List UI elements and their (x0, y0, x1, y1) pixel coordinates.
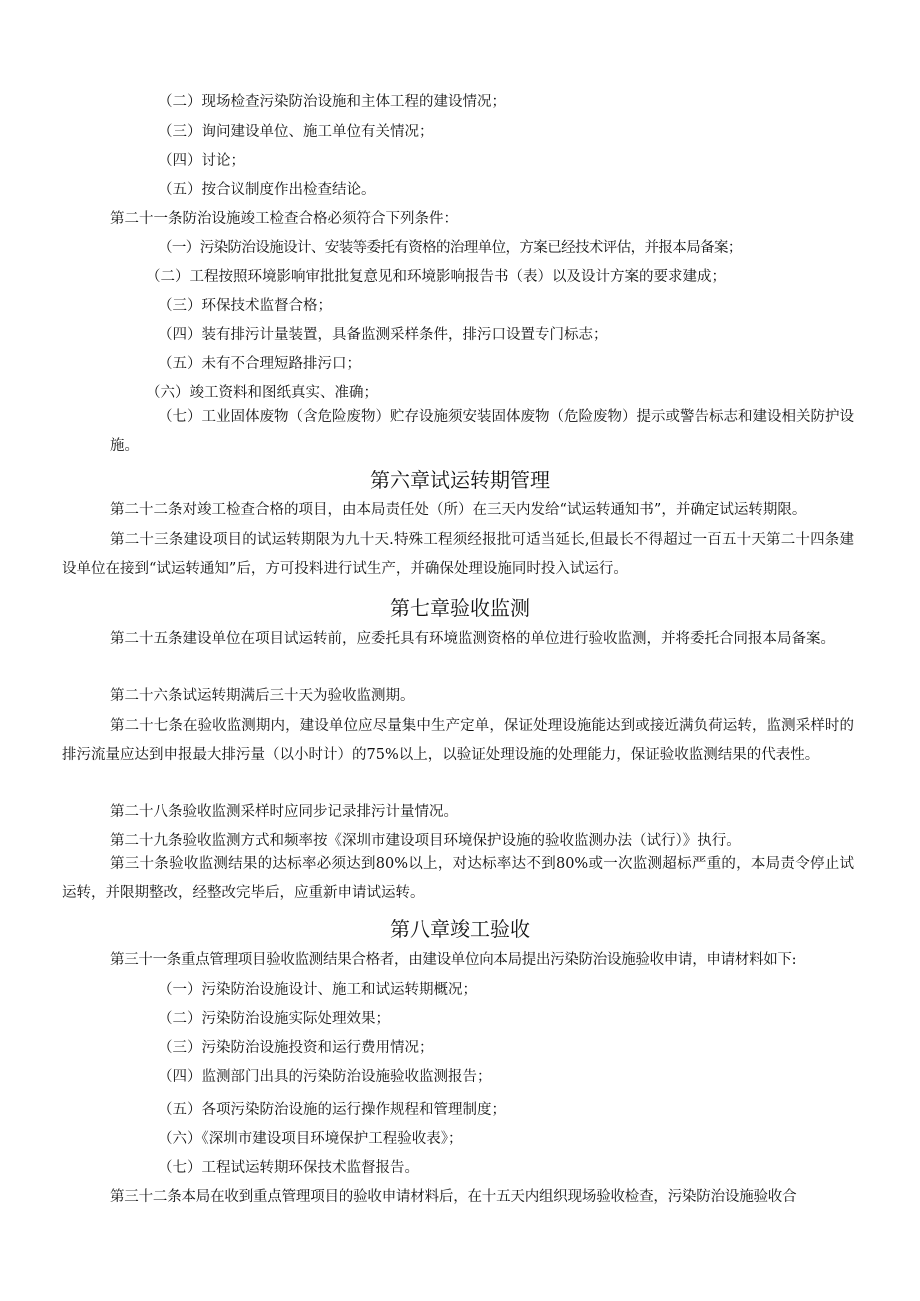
clause-item: （二）工程按照环境影响审批批复意见和环境影响报告书（表）以及设计方案的要求建成； (146, 269, 726, 285)
article-22: 第二十二条对竣工检查合格的项目，由本局责任处（所）在三天内发给“试运转通知书”，并确定试运转期限。 (110, 502, 807, 518)
clause-item: （二）现场检查污染防治设施和主体工程的建设情况； (158, 94, 506, 110)
clause-item: （七）工业固体废物（含危险废物）贮存设施须安装固体废物（危险废物）提示或警告标志和建设相关防护设施。 (110, 409, 854, 454)
article-21: 第二十一条防治设施竣工检查合格必须符合下列条件： (110, 211, 458, 227)
clause-item: （七）工程试运转期环保技术监督报告。 (158, 1160, 419, 1176)
clause-item: （一）污染防治设施设计、施工和试运转期概况； (158, 982, 477, 998)
article-29: 第二十九条验收监测方式和频率按《深圳市建设项目环境保护设施的验收监测办法（试行）》执行。 (110, 833, 741, 849)
article-27: 第二十七条在验收监测期内，建设单位应尽量集中生产定单，保证处理设施能达到或接近满负荷运转，监测采样时的排污流量应达到申报最大排污量（以小时计）的75%以上，以验证处理设施的处理能力，保证验收监测结果的代表性。 (62, 718, 854, 763)
article-26: 第二十六条试运转期满后三十天为验收监测期。 (110, 688, 415, 704)
article-23: 第二十三条建设项目的试运转期限为九十天.特殊工程须经报批可适当延长,但最长不得超过一百五十天第二十四条建设单位在接到“试运转通知”后，方可投料进行试生产，并确保处理设施同时投入试运行。 (62, 532, 854, 577)
article-25: 第二十五条建设单位在项目试运转前，应委托具有环境监测资格的单位进行验收监测，并将委托合同报本局备案。 (110, 631, 835, 647)
clause-item: （四）讨论； (158, 153, 245, 169)
clause-item: （三）询问建设单位、施工单位有关情况； (158, 124, 434, 140)
article-30: 第三十条验收监测结果的达标率必须达到80%以上，对达标率达不到80%或一次监测超标严重的，本局责令停止试运转，并限期整改，经整改完毕后，应重新申请试运转。 (62, 856, 854, 901)
article-32: 第三十二条本局在收到重点管理项目的验收申请材料后，在十五天内组织现场验收检查，污染防治设施验收合 (110, 1189, 797, 1205)
clause-item: （五）未有不合理短路排污口； (158, 356, 361, 372)
clause-item: （四）装有排污计量装置，具备监测采样条件，排污口设置专门标志； (158, 327, 608, 343)
chapter-8-heading: 第八章竣工验收 (390, 917, 530, 941)
clause-item: （六）竣工资料和图纸真实、准确； (146, 385, 378, 401)
clause-item: （二）污染防治设施实际处理效果； (158, 1011, 390, 1027)
clause-item: （三）污染防治设施投资和运行费用情况； (158, 1040, 434, 1056)
clause-item: （六）《深圳市建设项目环境保护工程验收表》； (158, 1131, 463, 1147)
article-28: 第二十八条验收监测采样时应同步记录排污计量情况。 (110, 804, 458, 820)
clause-item: （五）各项污染防治设施的运行操作规程和管理制度； (158, 1102, 506, 1118)
clause-item: （三）环保技术监督合格； (158, 298, 332, 314)
clause-item: （四）监测部门出具的污染防治设施验收监测报告； (158, 1069, 492, 1085)
clause-item: （五）按合议制度作出检查结论。 (158, 182, 376, 198)
article-31: 第三十一条重点管理项目验收监测结果合格者，由建设单位向本局提出污染防治设施验收申请，申请材料如下: (110, 952, 797, 968)
chapter-7-heading: 第七章验收监测 (390, 596, 530, 620)
chapter-6-heading: 第六章试运转期管理 (370, 468, 550, 492)
clause-item: （一）污染防治设施设计、安装等委托有资格的治理单位，方案已经技术评估，并报本局备案； (158, 240, 742, 256)
